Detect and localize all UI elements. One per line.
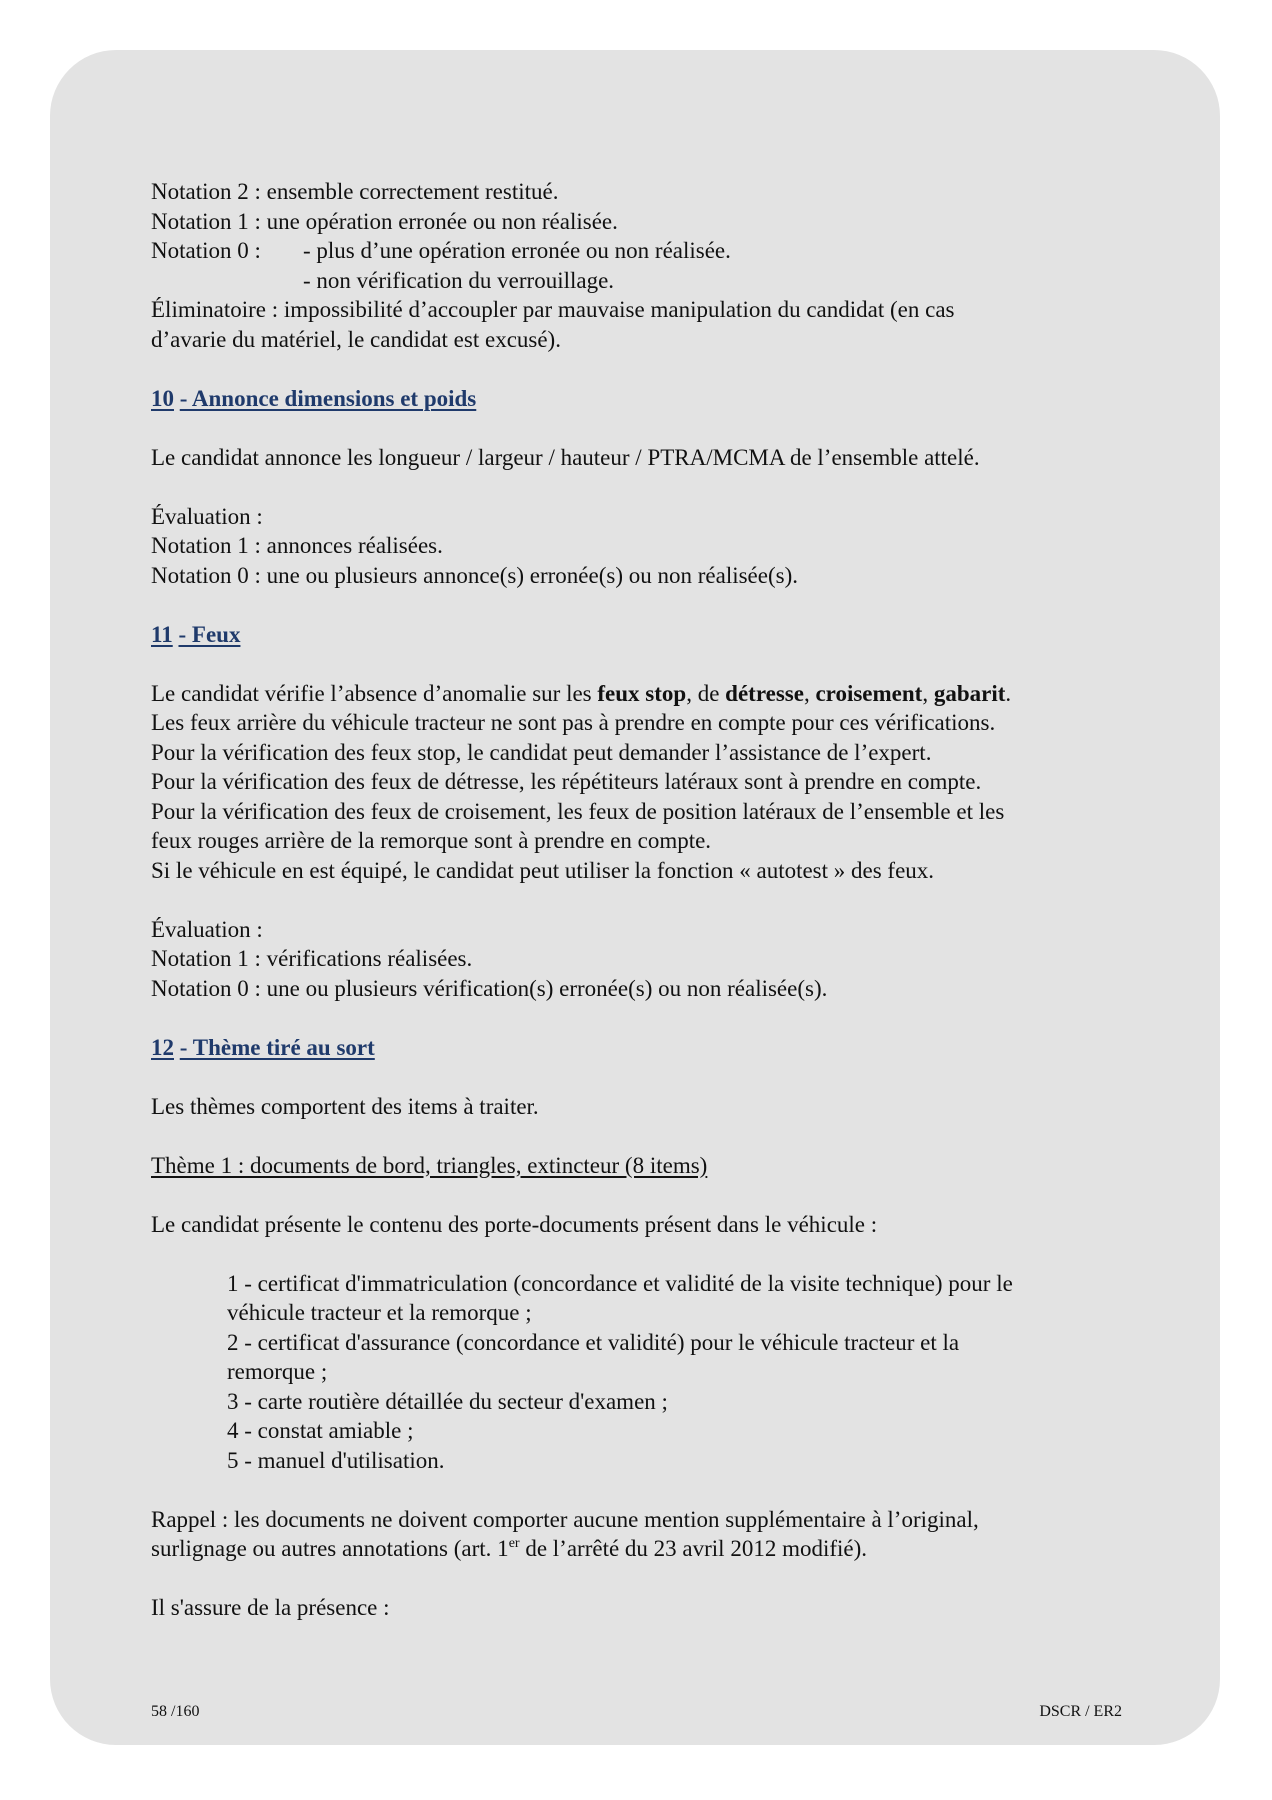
- section-title: - Annonce dimensions et poids: [179, 385, 477, 411]
- section-12-heading: [151, 1033, 1151, 1063]
- notation-1: Notation 1 : vérifications réalisées.: [151, 946, 473, 971]
- eliminatoire-line: d’avarie du matériel, le candidat est excusé).: [151, 326, 561, 352]
- bold-term: feux stop: [597, 680, 687, 706]
- evaluation-label: Évaluation :: [151, 503, 263, 529]
- bold-term: gabarit: [933, 680, 1006, 706]
- list-item: 1 - certificat d'immatriculation (concordance et validité de la visite technique) pour le: [227, 1270, 1013, 1296]
- section-number: 11: [151, 621, 173, 647]
- notation-0: [151, 236, 1151, 266]
- document-reference: DSCR / ER2: [1039, 1703, 1122, 1720]
- presence-line: Il s'assure de la présence :: [151, 1595, 390, 1620]
- section-title: - Feux: [178, 621, 241, 647]
- notation-0: Notation 0 : une ou plusieurs annonce(s) erronée(s) ou non réalisée(s).: [151, 562, 798, 588]
- page-number: 58 /160: [151, 1703, 200, 1720]
- section-11-line: Les feux arrière du véhicule tracteur ne sont pas à prendre en compte pour ces vérifications.: [151, 710, 996, 735]
- theme-1-title: Thème 1 : documents de bord, triangles, extincteur (8 items): [151, 1152, 708, 1178]
- list-item: 2 - certificat d'assurance (concordance et validité) pour le véhicule tracteur et la: [227, 1329, 960, 1355]
- notation-2: Notation 2 : ensemble correctement restitué.: [151, 179, 559, 204]
- section-10-text: Le candidat annonce les longueur / largeur / hauteur / PTRA/MCMA de l’ensemble attelé.: [151, 444, 980, 470]
- section-11-line: Pour la vérification des feux de détresse, les répétiteurs latéraux sont à prendre en compte.: [151, 769, 982, 794]
- section-title: - Thème tiré au sort: [179, 1034, 375, 1060]
- text-run: Le candidat vérifie l’absence d’anomalie sur les: [151, 680, 598, 706]
- rappel-line: [151, 1534, 1151, 1564]
- section-11-line: Pour la vérification des feux stop, le candidat peut demander l’assistance de l’expert.: [151, 739, 932, 765]
- text-run: ,: [803, 680, 816, 706]
- text-run: , de: [686, 680, 726, 706]
- eliminatoire-line: Éliminatoire : impossibilité d’accoupler par mauvaise manipulation du candidat (en cas: [151, 297, 955, 322]
- bold-term: détresse: [725, 680, 804, 706]
- notation-0-continuation: [151, 266, 1151, 296]
- bold-term: croisement: [815, 680, 923, 706]
- text-run: ,: [922, 680, 934, 706]
- list-item-continuation: remorque ;: [227, 1359, 328, 1384]
- list-item: 4 - constat amiable ;: [227, 1418, 414, 1443]
- section-11-line: Si le véhicule en est équipé, le candidat peut utiliser la fonction « autotest » des feux.: [151, 857, 935, 883]
- list-item-continuation: véhicule tracteur et la remorque ;: [227, 1300, 532, 1325]
- documents-list: [151, 1269, 1151, 1476]
- notation-0-item: - plus d’une opération erronée ou non réalisée.: [303, 238, 731, 263]
- notation-0-label: Notation 0 :: [151, 238, 261, 263]
- document-body: [151, 177, 1151, 1623]
- notation-0: Notation 0 : une ou plusieurs vérification(s) erronée(s) ou non réalisée(s).: [151, 975, 828, 1001]
- list-item: 3 - carte routière détaillée du secteur d'examen ;: [227, 1388, 668, 1414]
- section-11-line: [151, 679, 1151, 709]
- notation-1: Notation 1 : une opération erronée ou non réalisée.: [151, 208, 618, 234]
- superscript: er: [508, 1536, 520, 1551]
- section-number: 12: [151, 1034, 174, 1060]
- section-12-intro: Les thèmes comportent des items à traiter.: [151, 1093, 539, 1119]
- section-11-heading: [151, 620, 1151, 650]
- evaluation-label: Évaluation :: [151, 916, 263, 942]
- notation-1: Notation 1 : annonces réalisées.: [151, 533, 443, 558]
- section-11-line: Pour la vérification des feux de croisement, les feux de position latéraux de l’ensemble et les: [151, 798, 1005, 824]
- section-11-line: feux rouges arrière de la remorque sont à prendre en compte.: [151, 828, 712, 853]
- list-item: 5 - manuel d'utilisation.: [227, 1447, 445, 1473]
- section-10-heading: [151, 384, 1151, 414]
- section-number: 10: [151, 385, 174, 411]
- notation-0-item: - non vérification du verrouillage.: [303, 267, 615, 293]
- documents-intro: Le candidat présente le contenu des porte-documents présent dans le véhicule :: [151, 1211, 878, 1237]
- text-run: .: [1005, 680, 1012, 706]
- text-run: de l’arrêté du 23 avril 2012 modifié).: [519, 1536, 868, 1561]
- rappel-line: Rappel : les documents ne doivent comporter aucune mention supplémentaire à l’original,: [151, 1506, 979, 1532]
- text-run: surlignage ou autres annotations (art. 1: [151, 1536, 509, 1561]
